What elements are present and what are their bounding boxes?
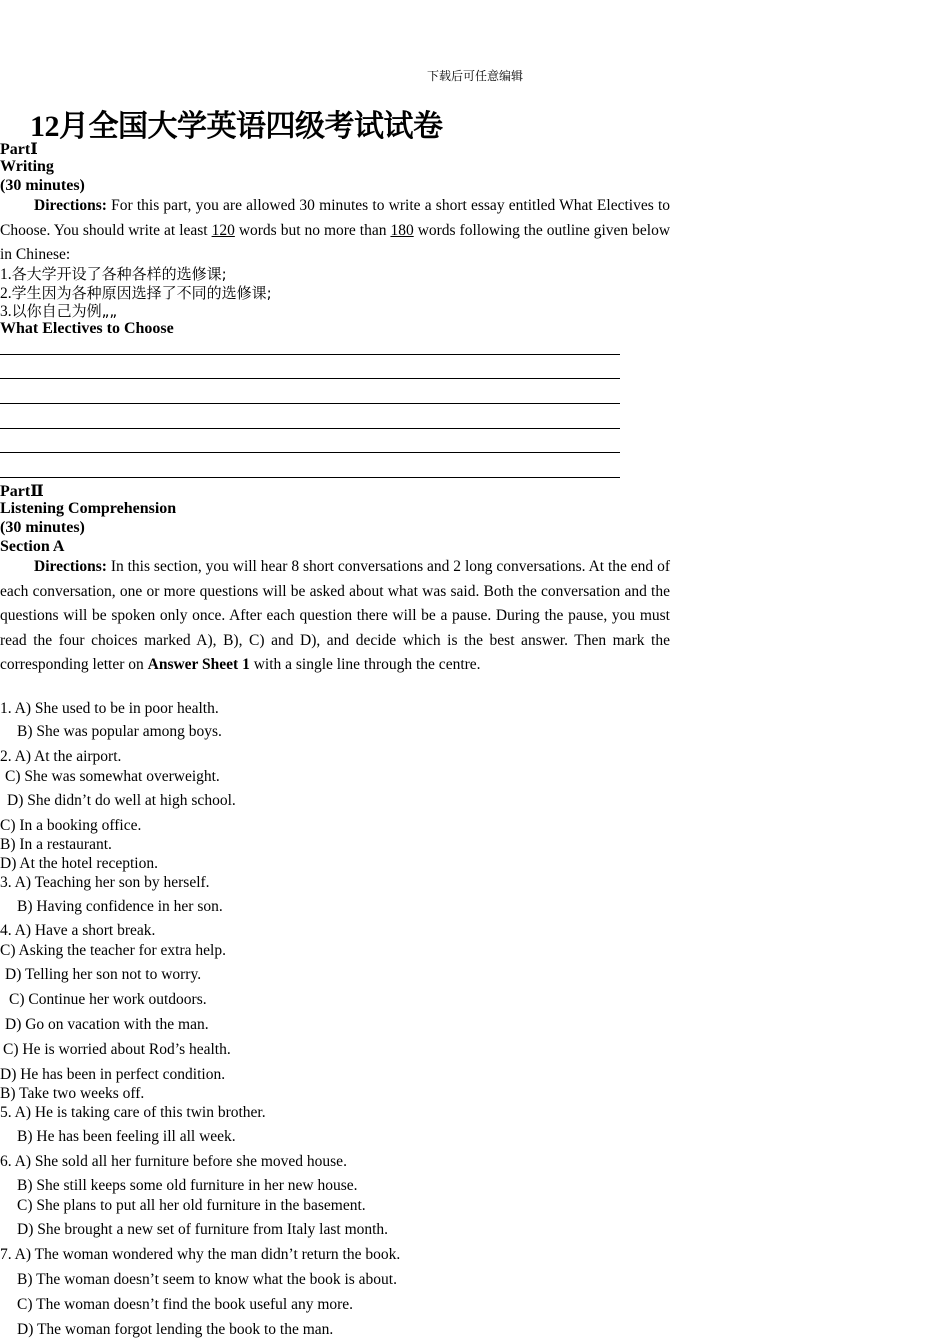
option-line: D) He has been in perfect condition. [0, 1066, 226, 1083]
answer-sheet-ref: Answer Sheet 1 [147, 656, 250, 673]
directions-text: For this part, you are allowed 30 minutes to write a short essay entitled What Electives to Choose. You should write at least [0, 197, 670, 239]
option-line: C) She plans to put all her old furniture in the basement. [17, 1197, 366, 1214]
option-line: D) At the hotel reception. [0, 855, 158, 872]
option-line: D) She brought a new set of furniture from Italy last month. [17, 1221, 389, 1238]
answer-line [0, 403, 620, 404]
question-line: 6. A) She sold all her furniture before she moved house. [0, 1153, 347, 1170]
outline-text: 学生因为各种原因选择了不同的选修课; [11, 284, 272, 302]
option-line: D) She didn’t do well at high school. [7, 792, 236, 809]
directions-label: Directions: [34, 558, 107, 575]
answer-line [0, 378, 620, 379]
option-line: C) Asking the teacher for extra help. [0, 942, 226, 959]
answer-line [0, 354, 620, 355]
part2-name: Listening Comprehension [0, 500, 177, 517]
question-line: 3. A) Teaching her son by herself. [0, 874, 210, 891]
answer-line [0, 428, 620, 429]
section-a-title: Section A [0, 538, 65, 555]
option-line: B) Take two weeks off. [0, 1085, 145, 1102]
option-line: D) The woman forgot lending the book to the man. [17, 1321, 334, 1338]
option-line: B) Having confidence in her son. [17, 898, 223, 915]
option-line: C) The woman doesn’t find the book useful any more. [17, 1296, 354, 1313]
document-title: 12月全国大学英语四级考试试卷 [30, 110, 443, 143]
directions-text: words following the outline given below in Chinese: [0, 221, 671, 263]
min-words: 120 [211, 221, 235, 239]
outline-number: 2. [0, 285, 12, 302]
question-line: 5. A) He is taking care of this twin brother. [0, 1104, 266, 1121]
max-words: 180 [390, 221, 414, 239]
outline-item [0, 300, 117, 321]
directions-text: In this section, you will hear 8 short conversations and 2 long conversations. At the end of each conversation, one or more questions will be asked about what was said. Both the conversation and the questions will be spoken only once. After each question there will be a pause. During the pause, you must read the four choices marked A), B), C) and D), and decide which is the best answer. Then mark the corresponding letter on [0, 558, 670, 673]
outline-number: 1. [0, 266, 12, 283]
option-line: C) In a booking office. [0, 817, 142, 834]
outline-number: 3. [0, 303, 12, 320]
answer-line [0, 452, 620, 453]
part2-time: (30 minutes) [0, 519, 85, 536]
outline-text: 各大学开设了各种各样的选修课; [11, 265, 227, 283]
option-line: B) He has been feeling ill all week. [17, 1128, 236, 1145]
directions-text: words but no more than [238, 221, 387, 239]
question-line: 2. A) At the airport. [0, 748, 122, 765]
directions-text: with a single line through the centre. [253, 656, 481, 673]
directions-label: Directions: [34, 197, 107, 214]
option-line: C) He is worried about Rod’s health. [3, 1041, 231, 1058]
essay-title: What Electives to Choose [0, 320, 174, 337]
part1-time: (30 minutes) [0, 177, 85, 194]
outline-text: 以你自己为例„„ [11, 302, 118, 320]
option-line: B) The woman doesn’t seem to know what the book is about. [17, 1271, 397, 1288]
option-line: B) In a restaurant. [0, 836, 112, 853]
part2-label: PartⅡ [0, 483, 44, 500]
outline-item [0, 263, 227, 284]
header-note: 下载后可任意编辑 [426, 69, 523, 83]
option-line: D) Go on vacation with the man. [5, 1016, 209, 1033]
option-line: B) She was popular among boys. [17, 723, 222, 740]
option-line: D) Telling her son not to worry. [5, 966, 202, 983]
part1-label: PartⅠ [0, 141, 38, 158]
question-line: 7. A) The woman wondered why the man didn’t return the book. [0, 1246, 401, 1263]
option-line: C) She was somewhat overweight. [5, 768, 220, 785]
question-line: 1. A) She used to be in poor health. [0, 700, 219, 717]
part1-directions [0, 194, 670, 268]
option-line: C) Continue her work outdoors. [9, 991, 207, 1008]
part1-name: Writing [0, 158, 54, 175]
part2-directions [0, 555, 670, 703]
question-line: 4. A) Have a short break. [0, 922, 156, 939]
answer-line [0, 477, 620, 478]
option-line: B) She still keeps some old furniture in her new house. [17, 1177, 358, 1194]
